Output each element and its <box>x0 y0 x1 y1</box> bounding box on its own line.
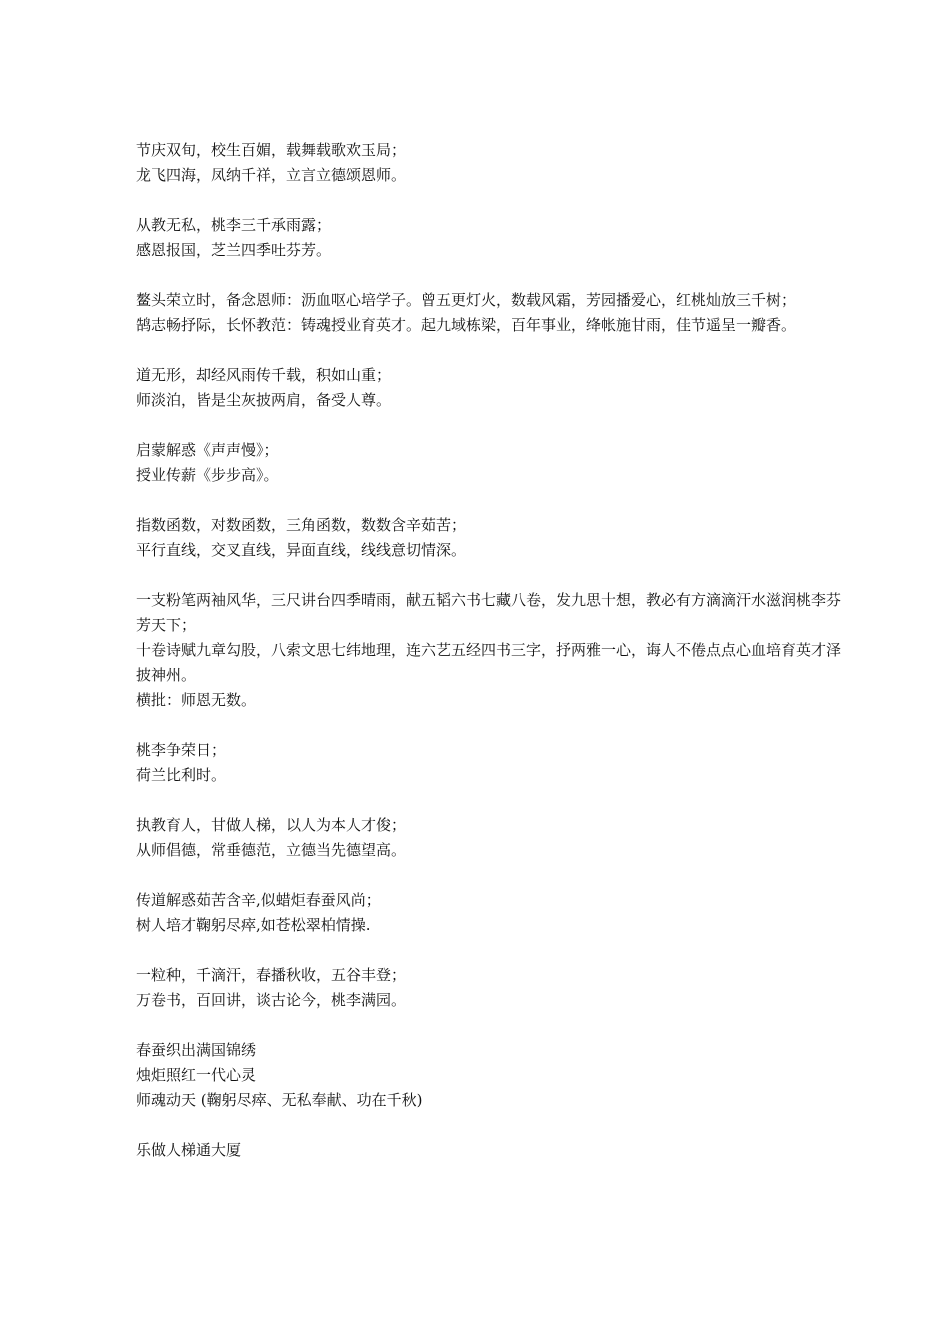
text-line: 启蒙解惑《声声慢》； <box>136 441 279 459</box>
couplet-7 <box>136 588 841 713</box>
text-line: 荷兰比利时。 <box>136 766 227 784</box>
text-line: 平行直线，交叉直线，异面直线，线线意切情深。 <box>136 541 467 559</box>
couplet-1 <box>136 138 841 188</box>
text-line: 师魂动天 (鞠躬尽瘁、无私奉献、功在千秋) <box>136 1091 423 1109</box>
text-line: 桃李争荣日； <box>136 741 227 759</box>
couplet-8 <box>136 738 841 788</box>
text-line: 树人培才鞠躬尽瘁,如苍松翠柏情操. <box>136 916 371 934</box>
text-line: 十卷诗赋九章勾股，八索文思七纬地理，连六艺五经四书三字，抒两雅一心，诲人不倦点点心血培育英才泽披神州。 <box>136 641 842 684</box>
text-line: 从教无私，桃李三千承雨露； <box>136 216 332 234</box>
couplet-5 <box>136 438 841 488</box>
text-line: 从师倡德，常垂德范，立德当先德望高。 <box>136 841 407 859</box>
text-line: 烛炬照红一代心灵 <box>136 1066 257 1084</box>
text-line: 鹄志畅抒际，长怀教范：铸魂授业育英才。起九域栋梁，百年事业，绛帐施甘雨，佳节遥呈一瓣香。 <box>136 316 797 334</box>
text-line: 一支粉笔两袖风华，三尺讲台四季晴雨，献五韬六书七藏八卷，发九思十想，教必有方滴滴汗水滋润桃李芬芳天下； <box>136 591 842 634</box>
couplet-10 <box>136 888 841 938</box>
couplet-11 <box>136 963 841 1013</box>
couplet-13 <box>136 1138 841 1163</box>
text-line: 节庆双旬，校生百媚，载舞载歌欢玉局； <box>136 141 407 159</box>
couplet-6 <box>136 513 841 563</box>
text-line: 春蚕织出满国锦绣 <box>136 1041 257 1059</box>
text-line: 万卷书，百回讲，谈古论今，桃李满园。 <box>136 991 407 1009</box>
couplet-4 <box>136 363 841 413</box>
couplet-2 <box>136 213 841 263</box>
text-line: 传道解惑茹苦含辛,似蜡炬春蚕风尚； <box>136 891 381 909</box>
text-line: 感恩报国，芝兰四季吐芬芳。 <box>136 241 332 259</box>
text-line: 乐做人梯通大厦 <box>136 1141 242 1159</box>
couplet-3 <box>136 288 841 338</box>
horizontal-scroll-text: 横批：师恩无数。 <box>136 691 257 709</box>
text-line: 执教育人，甘做人梯，以人为本人才俊； <box>136 816 407 834</box>
text-line: 师淡泊，皆是尘灰披两肩，备受人尊。 <box>136 391 392 409</box>
text-line: 授业传薪《步步高》。 <box>136 466 279 484</box>
couplet-9 <box>136 813 841 863</box>
couplet-12 <box>136 1038 841 1113</box>
text-line: 指数函数，对数函数，三角函数，数数含辛茹苦； <box>136 516 467 534</box>
text-line: 鳌头荣立时，备念恩师：沥血呕心培学子。曾五更灯火，数载风霜，芳园播爱心，红桃灿放三千树； <box>136 291 797 309</box>
text-line: 道无形，却经风雨传千载，积如山重； <box>136 366 392 384</box>
text-line: 一粒种，千滴汗，春播秋收，五谷丰登； <box>136 966 407 984</box>
text-line: 龙飞四海，凤纳千祥，立言立德颂恩师。 <box>136 166 407 184</box>
document-body <box>136 138 841 1188</box>
